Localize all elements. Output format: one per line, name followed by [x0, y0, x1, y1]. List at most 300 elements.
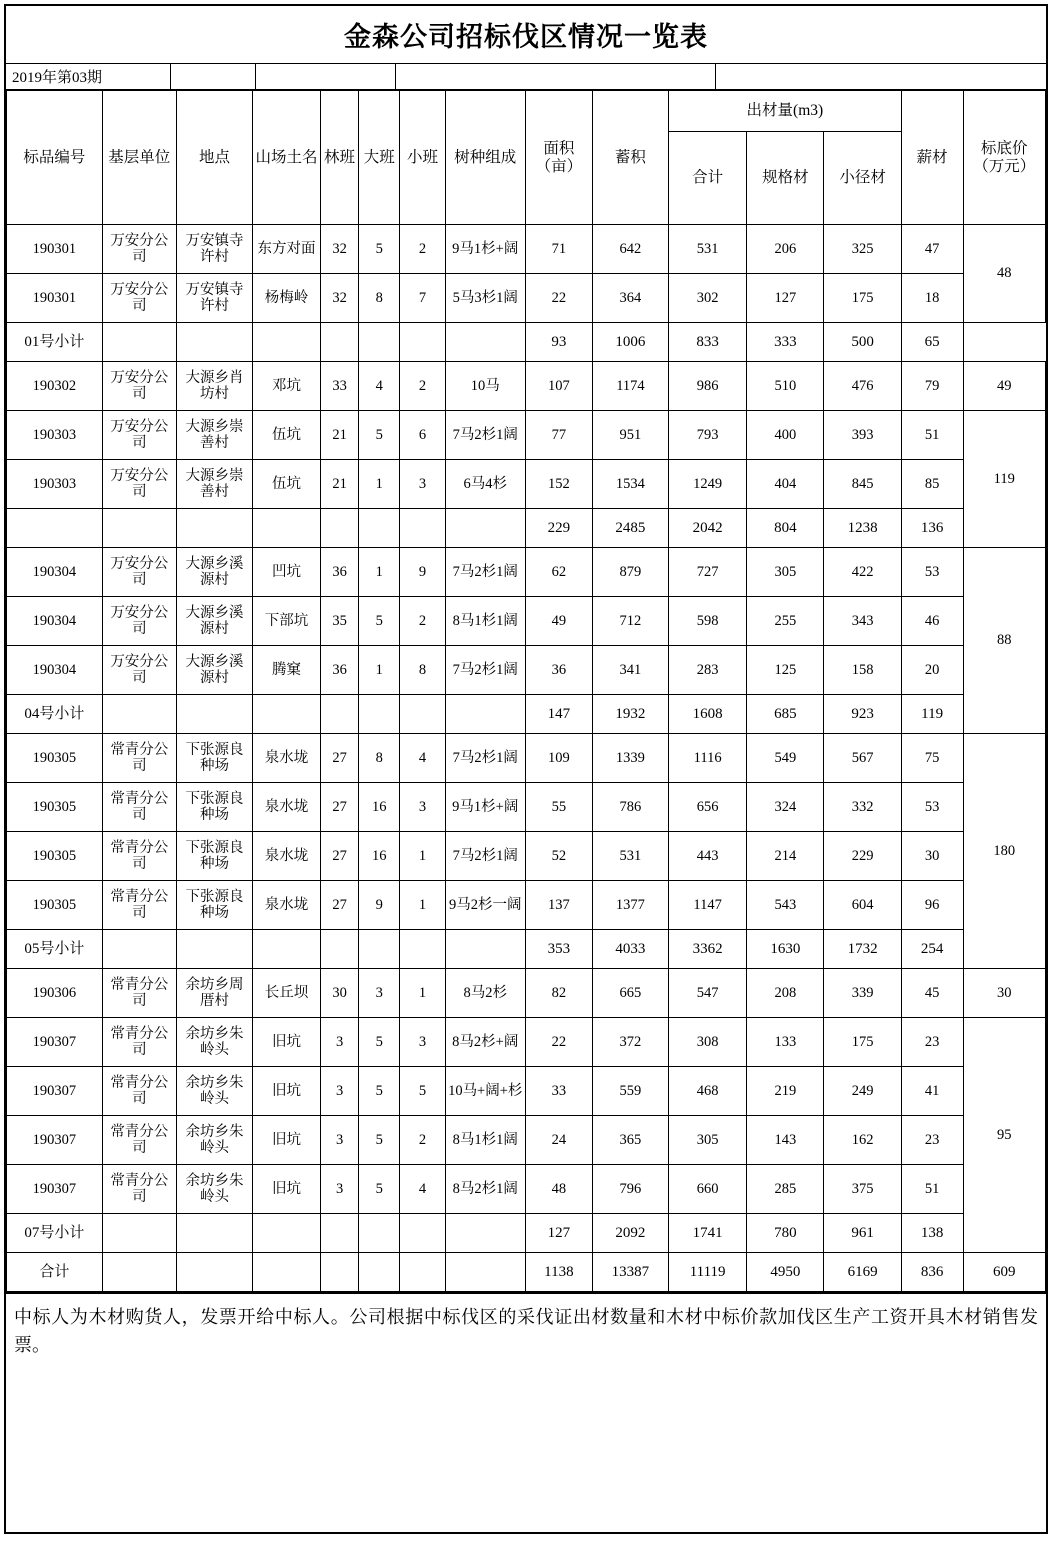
cell-subtotal-label [7, 509, 103, 548]
cell-unit: 常青分公司 [102, 969, 176, 1018]
cell-small: 9 [400, 548, 445, 597]
cell-species [445, 695, 525, 734]
cell-big: 5 [359, 225, 400, 274]
cell-total: 1741 [669, 1214, 747, 1253]
cell-smalldia: 923 [824, 695, 901, 734]
subtotal-row [7, 323, 1046, 362]
cell-total: 833 [669, 323, 747, 362]
cell-forest: 21 [321, 460, 359, 509]
cell-code: 190307 [7, 1067, 103, 1116]
cell-volume: 642 [592, 225, 668, 274]
cell-hill [253, 930, 321, 969]
cell-smalldia: 343 [824, 597, 901, 646]
cell-spec: 133 [747, 1018, 824, 1067]
cell-total: 3362 [669, 930, 747, 969]
cell-subtotal-label: 01号小计 [7, 323, 103, 362]
cell-place: 余坊乡朱岭头 [176, 1018, 252, 1067]
cell-forest [321, 695, 359, 734]
cell-forest: 36 [321, 548, 359, 597]
cell-grandtotal-label: 合计 [7, 1253, 103, 1292]
cell-place: 大源乡崇善村 [176, 411, 252, 460]
cell-fuel: 45 [901, 969, 963, 1018]
cell-unit: 常青分公司 [102, 1067, 176, 1116]
cell-species: 6马4杉 [445, 460, 525, 509]
cell-spec: 780 [747, 1214, 824, 1253]
cell-code: 190306 [7, 969, 103, 1018]
cell-place: 大源乡崇善村 [176, 460, 252, 509]
cell-unit: 常青分公司 [102, 1165, 176, 1214]
cell-spec: 1630 [747, 930, 824, 969]
cell-species: 5马3杉1阔 [445, 274, 525, 323]
cell-place: 余坊乡朱岭头 [176, 1067, 252, 1116]
cell-unit: 常青分公司 [102, 734, 176, 783]
cell-total: 11119 [669, 1253, 747, 1292]
th-output-group: 出材量(m3) [669, 91, 902, 132]
cell-code: 190304 [7, 548, 103, 597]
subtotal-row [7, 509, 1046, 548]
cell-hill [253, 509, 321, 548]
cell-hill: 东方对面 [253, 225, 321, 274]
cell-spec: 549 [747, 734, 824, 783]
cell-small: 2 [400, 597, 445, 646]
cell-species: 9马1杉+阔 [445, 225, 525, 274]
cell-small: 3 [400, 783, 445, 832]
cell-unit: 万安分公司 [102, 411, 176, 460]
cell-area: 77 [525, 411, 592, 460]
cell-hill: 长丘坝 [253, 969, 321, 1018]
cell-place: 大源乡肖坊村 [176, 362, 252, 411]
cell-place: 大源乡溪源村 [176, 548, 252, 597]
cell-volume: 1377 [592, 881, 668, 930]
cell-total: 1249 [669, 460, 747, 509]
th-hill: 山场土名 [253, 91, 321, 225]
cell-hill [253, 323, 321, 362]
cell-fuel: 75 [901, 734, 963, 783]
cell-smalldia: 422 [824, 548, 901, 597]
cell-unit [102, 509, 176, 548]
cell-volume: 1534 [592, 460, 668, 509]
cell-volume: 1932 [592, 695, 668, 734]
cell-small [400, 930, 445, 969]
cell-total: 656 [669, 783, 747, 832]
cell-code: 190305 [7, 734, 103, 783]
cell-volume: 1174 [592, 362, 668, 411]
cell-small: 3 [400, 460, 445, 509]
period-label: 2019年第03期 [6, 64, 171, 89]
footer-note-text: 中标人为木材购货人，发票开给中标人。公司根据中标伐区的采伐证出材数量和木材中标价款加伐区生产工资开具木材销售发票。 [14, 1307, 1038, 1355]
cell-price: 30 [963, 969, 1045, 1018]
cell-spec: 255 [747, 597, 824, 646]
cell-small: 2 [400, 1116, 445, 1165]
bidding-table [6, 90, 1046, 1292]
cell-total: 727 [669, 548, 747, 597]
cell-price: 180 [963, 734, 1045, 969]
cell-unit: 常青分公司 [102, 1018, 176, 1067]
cell-area: 22 [525, 1018, 592, 1067]
cell-total: 986 [669, 362, 747, 411]
cell-hill: 泉水垅 [253, 832, 321, 881]
cell-fuel: 18 [901, 274, 963, 323]
cell-small: 1 [400, 832, 445, 881]
table-row [7, 460, 1046, 509]
cell-spec: 143 [747, 1116, 824, 1165]
cell-total: 468 [669, 1067, 747, 1116]
cell-subtotal-label: 04号小计 [7, 695, 103, 734]
cell-smalldia: 845 [824, 460, 901, 509]
cell-code: 190307 [7, 1018, 103, 1067]
cell-total: 305 [669, 1116, 747, 1165]
cell-forest [321, 509, 359, 548]
cell-fuel: 51 [901, 1165, 963, 1214]
cell-small: 7 [400, 274, 445, 323]
th-smalldia: 小径材 [824, 132, 901, 225]
cell-total: 1116 [669, 734, 747, 783]
cell-spec: 214 [747, 832, 824, 881]
cell-fuel: 23 [901, 1116, 963, 1165]
cell-fuel: 119 [901, 695, 963, 734]
cell-small: 1 [400, 969, 445, 1018]
cell-unit: 万安分公司 [102, 460, 176, 509]
cell-place: 下张源良种场 [176, 881, 252, 930]
cell-big [359, 509, 400, 548]
cell-unit: 万安分公司 [102, 274, 176, 323]
cell-unit: 常青分公司 [102, 783, 176, 832]
cell-fuel: 65 [901, 323, 963, 362]
cell-place: 万安镇寺许村 [176, 225, 252, 274]
cell-fuel: 53 [901, 548, 963, 597]
table-row [7, 881, 1046, 930]
cell-big: 16 [359, 832, 400, 881]
cell-volume: 796 [592, 1165, 668, 1214]
cell-total: 660 [669, 1165, 747, 1214]
th-area: 面积（亩） [525, 91, 592, 225]
cell-big: 1 [359, 548, 400, 597]
cell-hill [253, 695, 321, 734]
cell-forest: 27 [321, 881, 359, 930]
cell-smalldia: 500 [824, 323, 901, 362]
cell-big: 3 [359, 969, 400, 1018]
cell-big: 1 [359, 460, 400, 509]
cell-species: 10马 [445, 362, 525, 411]
th-volume: 蓄积 [592, 91, 668, 225]
cell-small: 4 [400, 1165, 445, 1214]
cell-unit: 万安分公司 [102, 597, 176, 646]
cell-area: 147 [525, 695, 592, 734]
cell-volume: 786 [592, 783, 668, 832]
cell-place: 下张源良种场 [176, 734, 252, 783]
page-title: 金森公司招标伐区情况一览表 [344, 22, 708, 52]
cell-fuel: 20 [901, 646, 963, 695]
cell-total: 2042 [669, 509, 747, 548]
th-code: 标品编号 [7, 91, 103, 225]
cell-unit [102, 323, 176, 362]
cell-unit [102, 930, 176, 969]
cell-species [445, 1214, 525, 1253]
cell-small [400, 323, 445, 362]
cell-forest [321, 930, 359, 969]
cell-smalldia: 375 [824, 1165, 901, 1214]
cell-spec: 206 [747, 225, 824, 274]
cell-volume: 712 [592, 597, 668, 646]
cell-hill: 伍坑 [253, 411, 321, 460]
cell-volume: 341 [592, 646, 668, 695]
cell-fuel: 46 [901, 597, 963, 646]
cell-place: 大源乡溪源村 [176, 646, 252, 695]
cell-area: 109 [525, 734, 592, 783]
cell-hill: 泉水垅 [253, 734, 321, 783]
cell-place: 下张源良种场 [176, 783, 252, 832]
grandtotal-row [7, 1253, 1046, 1292]
cell-big: 9 [359, 881, 400, 930]
cell-forest: 30 [321, 969, 359, 1018]
cell-species: 8马2杉1阔 [445, 1165, 525, 1214]
th-total: 合计 [669, 132, 747, 225]
table-row [7, 832, 1046, 881]
cell-big: 5 [359, 1165, 400, 1214]
subtotal-row [7, 695, 1046, 734]
footer-note [6, 1292, 1046, 1366]
cell-price: 49 [963, 362, 1045, 411]
cell-smalldia: 339 [824, 969, 901, 1018]
cell-hill: 腾窠 [253, 646, 321, 695]
cell-smalldia: 567 [824, 734, 901, 783]
cell-place: 余坊乡朱岭头 [176, 1116, 252, 1165]
cell-hill: 凹坑 [253, 548, 321, 597]
cell-area: 152 [525, 460, 592, 509]
cell-unit: 万安分公司 [102, 646, 176, 695]
cell-place [176, 1253, 252, 1292]
cell-forest: 27 [321, 783, 359, 832]
cell-area: 229 [525, 509, 592, 548]
th-forest: 林班 [321, 91, 359, 225]
cell-forest [321, 1253, 359, 1292]
cell-code: 190307 [7, 1165, 103, 1214]
cell-big: 5 [359, 411, 400, 460]
cell-big: 8 [359, 734, 400, 783]
cell-spec: 208 [747, 969, 824, 1018]
cell-forest: 3 [321, 1165, 359, 1214]
cell-volume: 364 [592, 274, 668, 323]
cell-forest: 27 [321, 832, 359, 881]
cell-volume: 4033 [592, 930, 668, 969]
cell-small: 6 [400, 411, 445, 460]
cell-forest: 27 [321, 734, 359, 783]
cell-unit: 常青分公司 [102, 881, 176, 930]
table-row [7, 548, 1046, 597]
cell-forest [321, 1214, 359, 1253]
cell-code: 190301 [7, 225, 103, 274]
cell-spec: 127 [747, 274, 824, 323]
cell-fuel: 41 [901, 1067, 963, 1116]
cell-code: 190304 [7, 646, 103, 695]
cell-species [445, 1253, 525, 1292]
table-container [4, 4, 1048, 1534]
th-fuel: 薪材 [901, 91, 963, 225]
cell-small: 2 [400, 362, 445, 411]
th-place: 地点 [176, 91, 252, 225]
cell-volume: 1006 [592, 323, 668, 362]
cell-unit: 万安分公司 [102, 225, 176, 274]
cell-fuel: 85 [901, 460, 963, 509]
table-row [7, 597, 1046, 646]
th-species: 树种组成 [445, 91, 525, 225]
cell-total: 531 [669, 225, 747, 274]
cell-spec: 219 [747, 1067, 824, 1116]
cell-area: 36 [525, 646, 592, 695]
cell-volume: 1339 [592, 734, 668, 783]
cell-volume: 559 [592, 1067, 668, 1116]
cell-species: 10马+阔+杉 [445, 1067, 525, 1116]
cell-subtotal-label: 05号小计 [7, 930, 103, 969]
th-price: 标底价（万元） [963, 91, 1045, 225]
cell-smalldia: 332 [824, 783, 901, 832]
th-unit: 基层单位 [102, 91, 176, 225]
cell-spec: 333 [747, 323, 824, 362]
cell-place [176, 695, 252, 734]
table-row [7, 1018, 1046, 1067]
subtotal-row [7, 1214, 1046, 1253]
cell-species: 7马2杉1阔 [445, 411, 525, 460]
cell-unit [102, 695, 176, 734]
cell-fuel: 30 [901, 832, 963, 881]
cell-unit [102, 1253, 176, 1292]
cell-smalldia: 393 [824, 411, 901, 460]
cell-area: 1138 [525, 1253, 592, 1292]
table-row [7, 225, 1046, 274]
cell-code: 190301 [7, 274, 103, 323]
cell-smalldia: 229 [824, 832, 901, 881]
title-row [6, 6, 1046, 64]
cell-species: 7马2杉1阔 [445, 646, 525, 695]
th-small: 小班 [400, 91, 445, 225]
cell-fuel: 47 [901, 225, 963, 274]
th-spec: 规格材 [747, 132, 824, 225]
cell-species: 7马2杉1阔 [445, 832, 525, 881]
cell-small [400, 1253, 445, 1292]
cell-area: 62 [525, 548, 592, 597]
cell-hill: 下部坑 [253, 597, 321, 646]
cell-volume: 13387 [592, 1253, 668, 1292]
cell-price: 88 [963, 548, 1045, 734]
cell-fuel: 254 [901, 930, 963, 969]
cell-hill: 杨梅岭 [253, 274, 321, 323]
cell-forest: 32 [321, 225, 359, 274]
cell-volume: 879 [592, 548, 668, 597]
table-row [7, 411, 1046, 460]
cell-big [359, 930, 400, 969]
cell-smalldia: 158 [824, 646, 901, 695]
cell-small: 1 [400, 881, 445, 930]
cell-small: 4 [400, 734, 445, 783]
cell-small [400, 509, 445, 548]
cell-smalldia: 1238 [824, 509, 901, 548]
cell-area: 22 [525, 274, 592, 323]
cell-spec: 804 [747, 509, 824, 548]
cell-area: 49 [525, 597, 592, 646]
cell-forest: 3 [321, 1067, 359, 1116]
cell-smalldia: 325 [824, 225, 901, 274]
cell-place [176, 1214, 252, 1253]
cell-hill [253, 1253, 321, 1292]
cell-big: 16 [359, 783, 400, 832]
cell-hill: 伍坑 [253, 460, 321, 509]
cell-smalldia: 162 [824, 1116, 901, 1165]
cell-price: 48 [963, 225, 1045, 323]
cell-volume: 2092 [592, 1214, 668, 1253]
table-row [7, 1165, 1046, 1214]
cell-unit [102, 1214, 176, 1253]
cell-fuel: 138 [901, 1214, 963, 1253]
cell-fuel: 51 [901, 411, 963, 460]
cell-code: 190303 [7, 411, 103, 460]
cell-area: 71 [525, 225, 592, 274]
cell-small [400, 1214, 445, 1253]
cell-spec: 125 [747, 646, 824, 695]
cell-code: 190302 [7, 362, 103, 411]
table-row [7, 362, 1046, 411]
cell-code: 190305 [7, 783, 103, 832]
cell-total: 1608 [669, 695, 747, 734]
cell-unit: 常青分公司 [102, 832, 176, 881]
cell-total: 598 [669, 597, 747, 646]
cell-total: 443 [669, 832, 747, 881]
cell-total: 547 [669, 969, 747, 1018]
cell-big [359, 323, 400, 362]
cell-area: 353 [525, 930, 592, 969]
cell-hill: 泉水垅 [253, 783, 321, 832]
cell-code: 190304 [7, 597, 103, 646]
cell-area: 82 [525, 969, 592, 1018]
table-row [7, 274, 1046, 323]
cell-area: 55 [525, 783, 592, 832]
cell-big [359, 695, 400, 734]
cell-area: 107 [525, 362, 592, 411]
cell-big: 5 [359, 1116, 400, 1165]
table-body [7, 225, 1046, 1292]
cell-species [445, 323, 525, 362]
cell-fuel: 836 [901, 1253, 963, 1292]
cell-small: 5 [400, 1067, 445, 1116]
cell-total: 302 [669, 274, 747, 323]
cell-smalldia: 476 [824, 362, 901, 411]
cell-spec: 285 [747, 1165, 824, 1214]
cell-total: 1147 [669, 881, 747, 930]
cell-place: 余坊乡朱岭头 [176, 1165, 252, 1214]
table-row [7, 1116, 1046, 1165]
cell-hill [253, 1214, 321, 1253]
cell-unit: 万安分公司 [102, 362, 176, 411]
cell-volume: 531 [592, 832, 668, 881]
cell-place [176, 509, 252, 548]
table-row [7, 1067, 1046, 1116]
cell-fuel: 96 [901, 881, 963, 930]
cell-code: 190305 [7, 881, 103, 930]
cell-price: 119 [963, 411, 1045, 548]
table-row [7, 969, 1046, 1018]
cell-area: 33 [525, 1067, 592, 1116]
cell-smalldia: 175 [824, 274, 901, 323]
cell-smalldia: 6169 [824, 1253, 901, 1292]
cell-area: 137 [525, 881, 592, 930]
cell-volume: 665 [592, 969, 668, 1018]
cell-hill: 泉水垅 [253, 881, 321, 930]
cell-spec: 404 [747, 460, 824, 509]
period-row [6, 64, 1046, 90]
table-row [7, 783, 1046, 832]
cell-smalldia: 249 [824, 1067, 901, 1116]
cell-big [359, 1253, 400, 1292]
cell-total: 308 [669, 1018, 747, 1067]
